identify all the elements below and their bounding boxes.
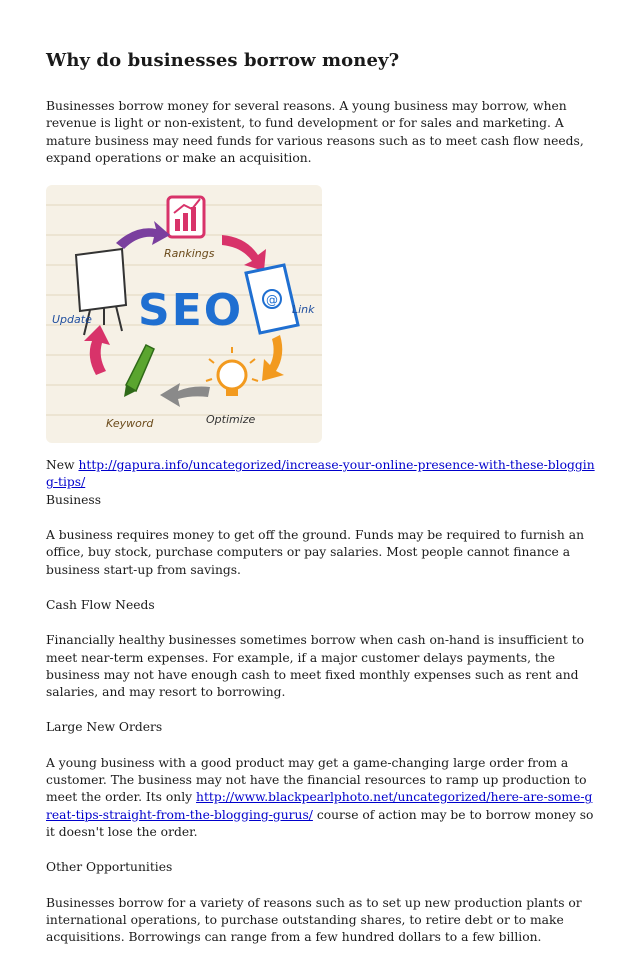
page-title: Why do businesses borrow money? [46,50,400,71]
seo-illustration [46,185,322,443]
new-link-paragraph [46,457,596,509]
startup-paragraph: A business requires money to get off the ground. Funds may be required to furnish an office, buy stock, purchase computers or pay salaries. Most people cannot finance a business start-up from savings. [46,528,584,577]
blogging-tips-link[interactable]: http://gapura.info/uncategorized/increase-your-online-presence-with-these-blogging-tips/ [46,458,595,490]
orders-text-b: course of action may be to borrow money so it doesn't lose the order. [46,807,594,839]
update-label: Update [52,313,92,327]
link-label: Link [292,303,315,317]
business-label: Business [46,492,102,507]
keyword-label: Keyword [106,417,154,431]
optimize-label: Optimize [206,413,256,427]
other-paragraph: Businesses borrow for a variety of reasons such as to set up new production plants or international operations, to purchase outstanding shares, to retire debt or to make acquisitions. Borrowings can range from a few hundred dollars to a few billion. [46,895,582,945]
other-heading: Other Opportunities [46,860,173,875]
article-body [46,98,596,964]
rankings-chart-icon [168,197,204,237]
orders-paragraph [46,755,596,841]
intro-paragraph: Businesses borrow money for several reasons. A young business may borrow, when revenue is light or non-existent, to fund development or for sales and marketing. A mature business may need funds for various reasons such as to meet cash flow needs, expand operations or make an acquisition. [46,99,584,165]
blogging-gurus-link[interactable]: http://www.blackpearlphoto.net/uncategorized/here-are-some-great-tips-straight-from-the-blogging-gurus/ [46,790,593,822]
svg-text:@: @ [266,293,278,308]
new-prefix: New [46,458,79,473]
orders-text-a: A young business with a good product may get a game-changing large order from a customer. The business may not have the financial resources to ramp up production to meet the order. Its only [46,755,587,805]
rankings-label: Rankings [164,247,215,261]
orders-heading: Large New Orders [46,720,163,735]
cashflow-heading: Cash Flow Needs [46,597,155,612]
cashflow-paragraph: Financially healthy businesses sometimes borrow when cash on-hand is insufficient to meet near-term expenses. For example, if a major customer delays payments, the business may not have enough cash to meet fixed monthly expenses such as rent and salaries, and may resort to borrowing. [46,633,585,700]
seo-center-text: SEO [138,285,244,337]
